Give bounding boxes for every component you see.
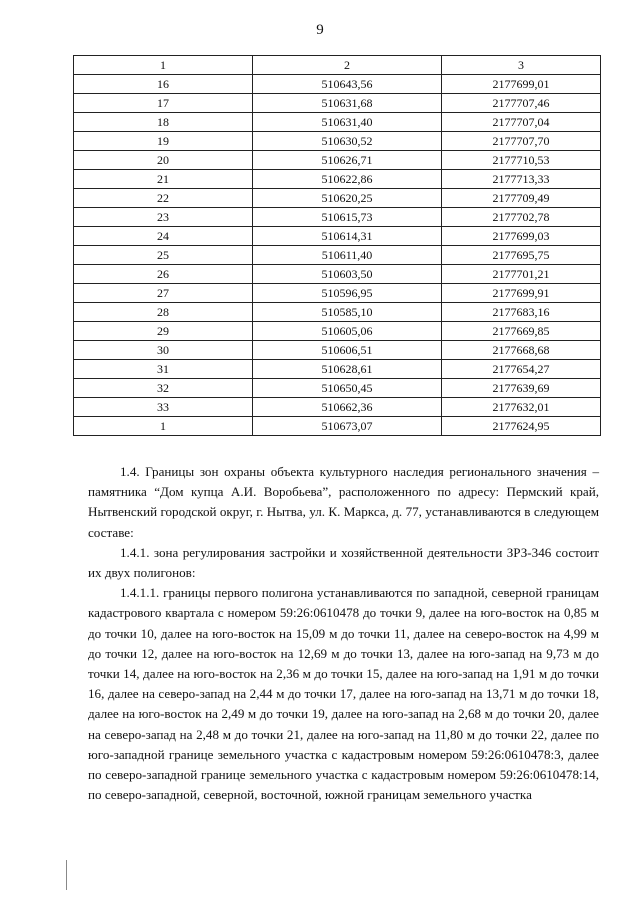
table-cell: 28 (74, 303, 253, 322)
table-cell: 27 (74, 284, 253, 303)
table-cell: 24 (74, 227, 253, 246)
table-cell: 2177699,03 (442, 227, 601, 246)
paragraph-1-4-1: 1.4.1. зона регулирования застройки и хозяйственной деятельности ЗРЗ-346 состоит их двух полигонов: (88, 544, 599, 581)
table-cell: 16 (74, 75, 253, 94)
table-cell: 2177701,21 (442, 265, 601, 284)
table-cell: 2177702,78 (442, 208, 601, 227)
table-row (74, 94, 601, 113)
table-cell: 510611,40 (253, 246, 442, 265)
table-row (74, 398, 601, 417)
table-cell: 2177710,53 (442, 151, 601, 170)
table-row (74, 75, 601, 94)
table-cell: 2177639,69 (442, 379, 601, 398)
table-row (74, 417, 601, 436)
table-cell: 23 (74, 208, 253, 227)
table-cell: 17 (74, 94, 253, 113)
table-cell: 2177654,27 (442, 360, 601, 379)
table-row (74, 341, 601, 360)
table-row (74, 303, 601, 322)
table-header-cell: 2 (253, 56, 442, 75)
table-row (74, 322, 601, 341)
table-header-cell: 1 (74, 56, 253, 75)
table-cell: 2177707,46 (442, 94, 601, 113)
table-cell: 2177668,68 (442, 341, 601, 360)
table-cell: 510614,31 (253, 227, 442, 246)
table-row (74, 189, 601, 208)
table-row (74, 360, 601, 379)
table-row (74, 379, 601, 398)
margin-line (66, 860, 67, 890)
table-cell: 510626,71 (253, 151, 442, 170)
table-row (74, 284, 601, 303)
table-row (74, 170, 601, 189)
table-cell: 510605,06 (253, 322, 442, 341)
table-cell: 510673,07 (253, 417, 442, 436)
table-cell: 2177683,16 (442, 303, 601, 322)
table-cell: 510585,10 (253, 303, 442, 322)
table-cell: 29 (74, 322, 253, 341)
table-cell: 510596,95 (253, 284, 442, 303)
table-cell: 510643,56 (253, 75, 442, 94)
table-cell: 32 (74, 379, 253, 398)
table-row (74, 113, 601, 132)
table-cell: 510631,40 (253, 113, 442, 132)
table-header-row (74, 56, 601, 75)
paragraph-1-4: 1.4. Границы зон охраны объекта культурного наследия регионального значения – памятника “Дом купца А.И. Воробьева”, расположенного по адресу: Пермский край, Нытвенский городской округ, г. Нытва, ул. К. Маркса, д. 77, устанавливаются в следующем составе: (88, 464, 599, 540)
table-cell: 510615,73 (253, 208, 442, 227)
table-cell: 21 (74, 170, 253, 189)
table-cell: 20 (74, 151, 253, 170)
table-cell: 510650,45 (253, 379, 442, 398)
table-cell: 26 (74, 265, 253, 284)
page-number: 9 (316, 22, 324, 38)
table-row (74, 208, 601, 227)
table-cell: 2177707,70 (442, 132, 601, 151)
table-cell: 510606,51 (253, 341, 442, 360)
table-cell: 510630,52 (253, 132, 442, 151)
table-cell: 2177695,75 (442, 246, 601, 265)
table-cell: 33 (74, 398, 253, 417)
paragraph-1-4-1-1: 1.4.1.1. границы первого полигона устанавливаются по западной, северной границам кадастрового квартала с номером 59:26:0610478 до точки 9, далее на юго-восток на 0,85 м до точки 10, далее на юго-восток на 15,09 м до точки 11, далее на северо-восток на 4,99 м до точки 12, далее на юго-восток на 12,69 м до точки 13, далее на юго-запад на 9,73 м до точки 14, далее на юго-восток на 2,36 м до точки 15, далее на юго-запад на 1,91 м до точки 16, далее на северо-запад на 2,44 м до точки 17, далее на юго-запад на 13,71 м до точки 18, далее на юго-восток на 2,49 м до точки 19, далее на юго-запад на 2,68 м до точки 20, далее на северо-запад на 2,48 м до точки 21, далее на юго-запад на 11,80 м до точки 22, далее по юго-западной границе земельного участка с кадастровым номером 59:26:0610478:3, далее по северо-западной границе земельного участка с кадастровым номером 59:26:0610478:14, по северо-западной, северной, восточной, южной границам земельного участка (88, 585, 599, 803)
coordinates-table (73, 55, 601, 436)
table-cell: 510628,61 (253, 360, 442, 379)
table-cell: 18 (74, 113, 253, 132)
document-body (88, 462, 599, 805)
table-cell: 2177707,04 (442, 113, 601, 132)
table-cell: 2177699,01 (442, 75, 601, 94)
table-cell: 19 (74, 132, 253, 151)
table-cell: 1 (74, 417, 253, 436)
table-row (74, 265, 601, 284)
table-row (74, 246, 601, 265)
table-cell: 510662,36 (253, 398, 442, 417)
table-cell: 2177632,01 (442, 398, 601, 417)
table-cell: 510620,25 (253, 189, 442, 208)
table-row (74, 227, 601, 246)
table-cell: 2177669,85 (442, 322, 601, 341)
table-cell: 2177624,95 (442, 417, 601, 436)
table-cell: 2177699,91 (442, 284, 601, 303)
table-row (74, 151, 601, 170)
table-cell: 510631,68 (253, 94, 442, 113)
table-cell: 25 (74, 246, 253, 265)
table-cell: 510622,86 (253, 170, 442, 189)
coordinates-table-body (74, 56, 601, 436)
table-cell: 2177709,49 (442, 189, 601, 208)
table-cell: 510603,50 (253, 265, 442, 284)
table-cell: 2177713,33 (442, 170, 601, 189)
table-cell: 22 (74, 189, 253, 208)
table-cell: 31 (74, 360, 253, 379)
table-cell: 30 (74, 341, 253, 360)
table-header-cell: 3 (442, 56, 601, 75)
table-row (74, 132, 601, 151)
